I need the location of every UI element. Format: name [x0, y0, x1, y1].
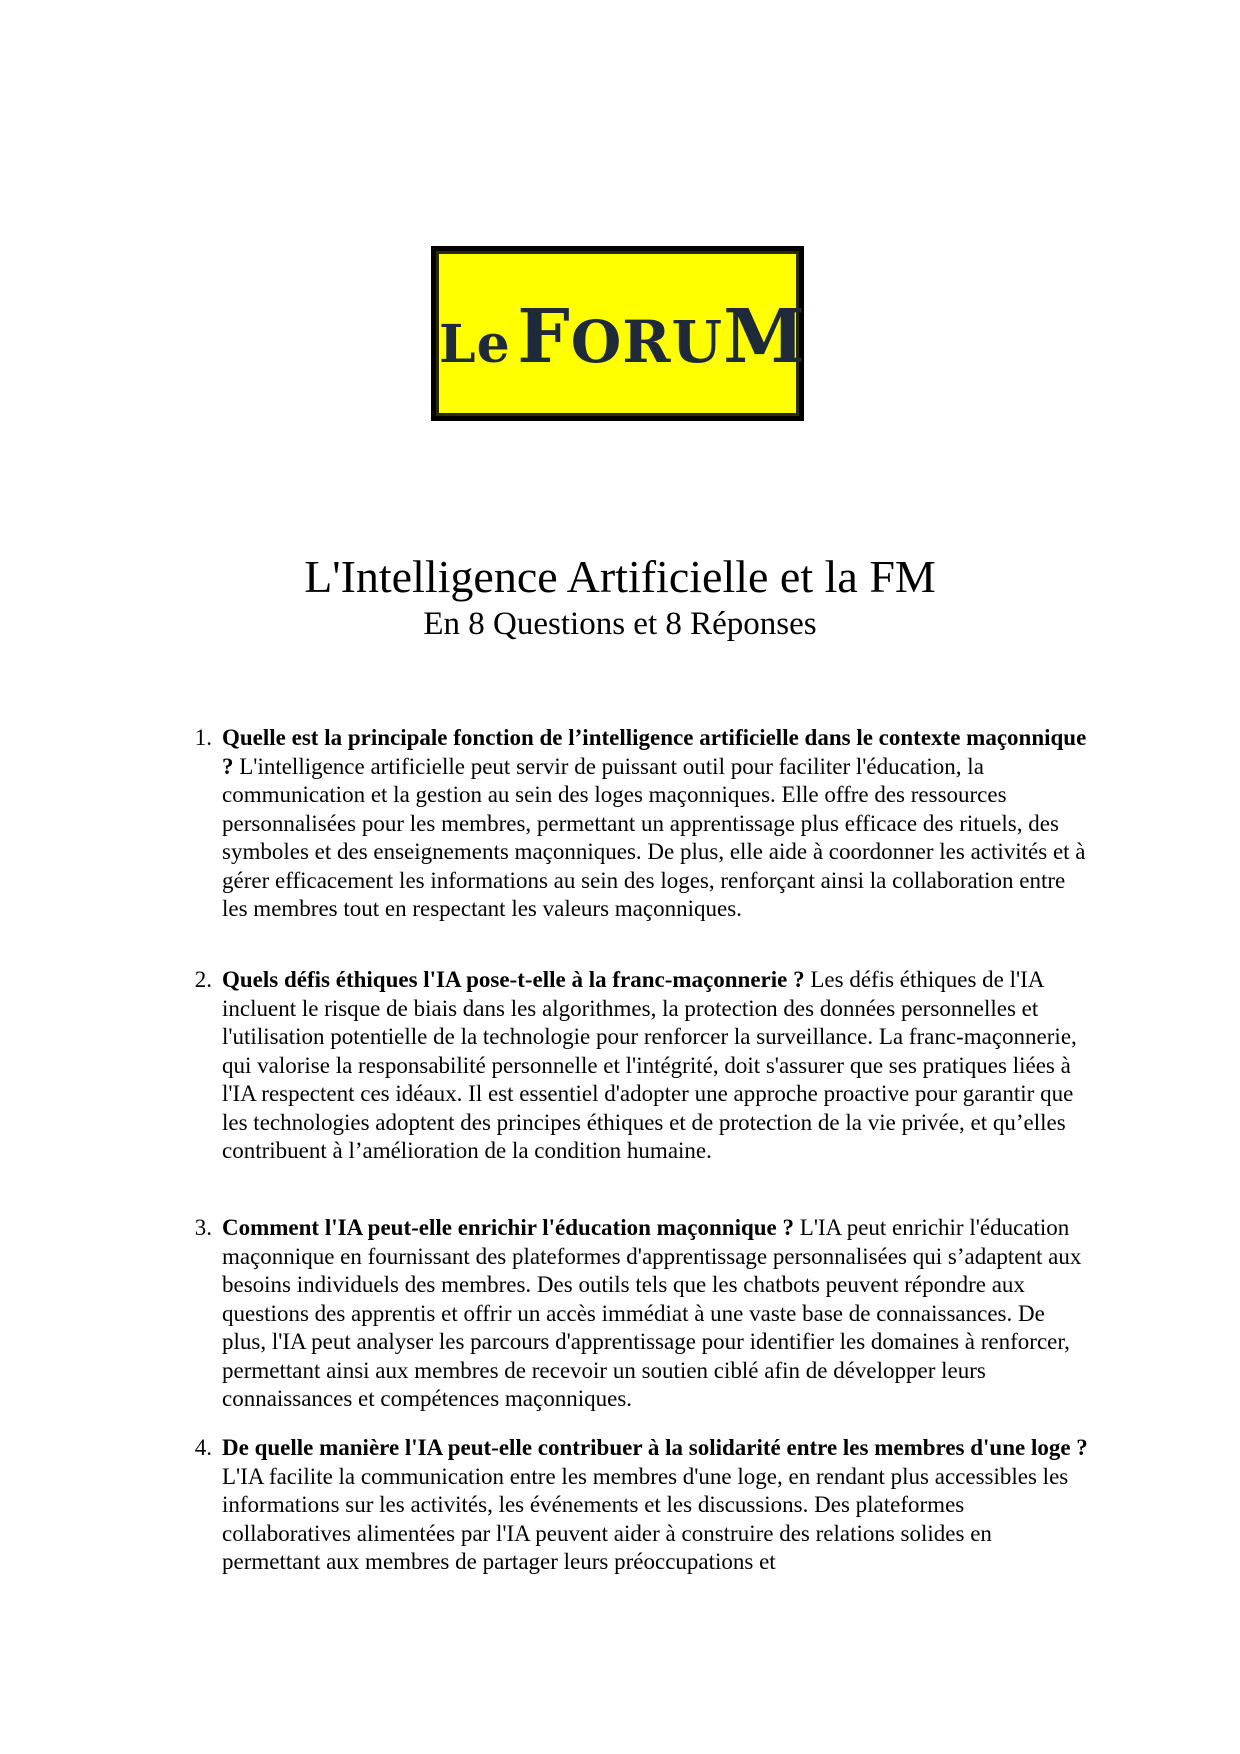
question-number: 2.	[194, 967, 212, 992]
question-text: Comment l'IA peut-elle enrichir l'éducation maçonnique ?	[222, 1215, 795, 1240]
question-number: 4.	[194, 1435, 212, 1460]
logo-word-le: Le	[439, 314, 511, 375]
answer-text: Les défis éthiques de l'IA incluent le risque de biais dans les algorithmes, la protection des données personnelles et l'utilisation potentielle de la technologie pour renforcer la surveillance. La franc-maçonnerie, qui valorise la responsabilité personnelle et l'intégrité, doit s'assurer que ses pratiques liées à l'IA respectent ces idéaux. Il est essentiel d'adopter une approche proactive pour garantir que les technologies adoptent des principes éthiques et de protection de la vie privée, et qu’elles contribuent à l’amélioration de la condition humaine.	[222, 967, 1077, 1163]
question-text: Quelle est la principale fonction de l’intelligence artificielle dans le contexte maçonnique ?	[222, 725, 1087, 779]
question-text: Quels défis éthiques l'IA pose-t-elle à la franc-maçonnerie ?	[222, 967, 805, 992]
question-item-2	[194, 966, 1092, 1166]
question-number: 3.	[194, 1215, 212, 1240]
question-item-1	[194, 724, 1092, 924]
page-title: L'Intelligence Artificielle et la FM	[304, 551, 936, 602]
answer-text: L'IA peut enrichir l'éducation maçonnique en fournissant des plateformes d'apprentissage personnalisées qui s’adaptent aux besoins individuels des membres. Des outils tels que les chatbots peuvent répondre aux questions des apprentis et offrir un accès immédiat à une vaste base de connaissances. De plus, l'IA peut analyser les parcours d'apprentissage pour identifier les domaines à renforcer, permettant ainsi aux membres de recevoir un soutien ciblé afin de développer leurs connaissances et compétences maçonniques.	[222, 1215, 1082, 1411]
question-number: 1.	[194, 725, 212, 750]
answer-text: L'IA facilite la communication entre les membres d'une loge, en rendant plus accessibles les informations sur les activités, les événements et les discussions. Des plateformes collaboratives alimentées par l'IA peuvent aider à construire des relations solides en permettant aux membres de partager leurs préoccupations et	[222, 1463, 1069, 1574]
question-item-4	[194, 1434, 1092, 1577]
logo-word-forum	[517, 294, 807, 380]
page-subtitle: En 8 Questions et 8 Réponses	[423, 606, 817, 642]
logo-forum-final: M	[723, 294, 807, 380]
logo-forum-middle: ORU	[570, 308, 724, 376]
le-forum-logo	[431, 246, 807, 421]
answer-text: L'intelligence artificielle peut servir de puissant outil pour faciliter l'éducation, la communication et la gestion au sein des loges maçonniques. Elle offre des ressources personnalisées pour les membres, permettant un apprentissage plus efficace des rituels, des symboles et des enseignements maçonniques. De plus, elle aide à coordonner les activités et à gérer efficacement les informations au sein des loges, renforçant ainsi la collaboration entre les membres tout en respectant les valeurs maçonniques.	[222, 753, 1086, 921]
logo-text	[439, 294, 807, 380]
question-item-3	[194, 1214, 1092, 1414]
logo-forum-initial: F	[517, 294, 571, 380]
question-text: De quelle manière l'IA peut-elle contribuer à la solidarité entre les membres d'une loge ?	[222, 1435, 1088, 1460]
logo-yellow-panel	[436, 251, 807, 416]
